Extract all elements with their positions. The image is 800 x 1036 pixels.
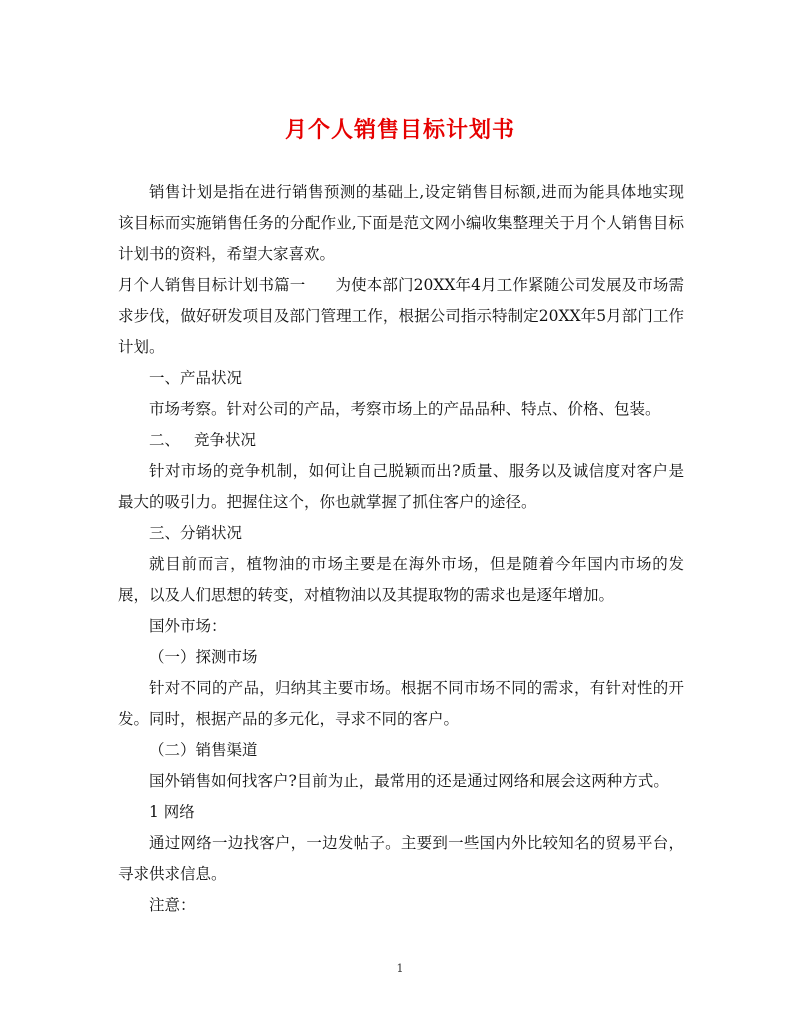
article-label: 月个人销售目标计划书篇一 (118, 276, 306, 294)
item-heading: 1 网络 (149, 803, 195, 821)
intro-paragraph: 销售计划是指在进行销售预测的基础上,设定销售目标额,进而为能具体地实现该目标而实施销售任务的分配作业,下面是范文网小编收集整理关于月个人销售目标计划书的资料，希望大家喜欢。 (118, 183, 684, 263)
section-heading: 三、分销状况 (149, 524, 243, 542)
subsection-label: 国外市场： (149, 617, 227, 635)
subsection-number: （二） (149, 741, 196, 759)
subsection-heading (118, 642, 684, 673)
subsection-title: 销售渠道 (195, 741, 258, 759)
section-title: 竞争状况 (194, 431, 257, 449)
article-text: 为使本部门20XX年4月工作紧随公司发展及市场需求步伐，做好研发项目及部门管理工作，根据公司指示特制定20XX年5月部门工作计划。 (118, 276, 684, 356)
subsection-paragraph: 针对不同的产品，归纳其主要市场。根据不同市场不同的需求，有针对性的开发。同时，根据产品的多元化，寻求不同的客户。 (118, 679, 684, 728)
section-paragraph: 针对市场的竞争机制，如何让自己脱颖而出?质量、服务以及诚信度对客户是最大的吸引力。把握住这个，你也就掌握了抓住客户的途径。 (118, 462, 684, 511)
document-body (118, 177, 684, 921)
section-paragraph: 就目前而言，植物油的市场主要是在海外市场，但是随着今年国内市场的发展，以及人们思想的转变，对植物油以及其提取物的需求也是逐年增加。 (118, 555, 684, 604)
note-label: 注意： (149, 896, 196, 914)
subsection-number: （一） (149, 648, 196, 666)
article-paragraph (118, 270, 684, 363)
section-heading: 一、产品状况 (149, 369, 243, 387)
page-number: 1 (396, 962, 404, 975)
subsection-heading (118, 735, 684, 766)
subsection-paragraph: 国外销售如何找客户?目前为止，最常用的还是通过网络和展会这两种方式。 (149, 772, 669, 790)
section-heading (118, 425, 684, 456)
section-number: 二、 (149, 431, 181, 449)
section-paragraph: 市场考察。针对公司的产品，考察市场上的产品品种、特点、价格、包装。 (149, 400, 661, 418)
document-title: 月个人销售目标计划书 (284, 118, 515, 143)
item-paragraph: 通过网络一边找客户，一边发帖子。主要到一些国内外比较知名的贸易平台，寻求供求信息。 (118, 834, 684, 883)
subsection-title: 探测市场 (195, 648, 258, 666)
